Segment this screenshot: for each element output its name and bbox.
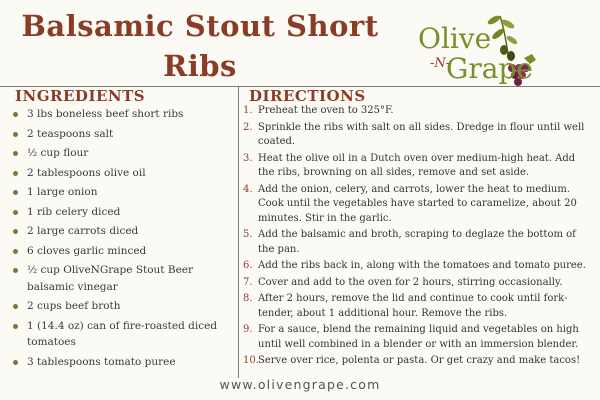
ingredient-item: 2 tablespoons olive oil: [10, 165, 235, 182]
bullet-icon: [13, 132, 18, 137]
logo-text-olive: Olive: [418, 22, 492, 55]
ingredient-item: 3 tablespoons tomato puree: [10, 354, 235, 371]
bullet-icon: [13, 304, 18, 309]
direction-step: 1. Preheat the oven to 325°F.: [243, 105, 394, 116]
bullet-icon: [13, 360, 18, 365]
ingredients-list: [10, 106, 235, 373]
ingredient-item: 3 lbs boneless beef short ribs: [10, 106, 235, 123]
direction-step: 5. Add the balsamic and broth, scraping to deglaze the bottom of the pan.: [243, 229, 576, 255]
ingredient-item: 1 large onion: [10, 184, 235, 201]
ingredient-item: 1 (14.4 oz) can of fire-roasted diced tomatoes: [10, 318, 235, 351]
direction-step: 9. For a sauce, blend the remaining liquid and vegetables on high until well combined in a blender or with an immersion blender.: [243, 324, 579, 350]
ingredient-item: ½ cup OliveNGrape Stout Beer balsamic vinegar: [10, 262, 235, 295]
direction-step: 10. Serve over rice, polenta or pasta. Or get crazy and make tacos!: [243, 355, 581, 366]
website-url[interactable]: www.olivengrape.com: [219, 377, 381, 392]
ingredient-item: 2 cups beef broth: [10, 298, 235, 315]
bullet-icon: [13, 112, 18, 117]
brand-logo: [408, 10, 558, 94]
ingredient-item: 6 cloves garlic minced: [10, 243, 235, 260]
bullet-icon: [13, 151, 18, 156]
direction-step: 4. Add the onion, celery, and carrots, lower the heat to medium. Cook until the vegetables have started to caramelize, about 20 minutes. Stir in the garlic.: [243, 183, 577, 224]
direction-step: 6. Add the ribs back in, along with the tomatoes and tomato puree.: [243, 260, 586, 271]
vertical-divider: [238, 86, 239, 378]
bullet-icon: [13, 171, 18, 176]
direction-step: 3. Heat the olive oil in a Dutch oven over medium-high heat. Add the ribs, browning on all sides, remove and set aside.: [243, 152, 576, 178]
direction-step: 7. Cover and add to the oven for 2 hours, stirring occasionally.: [243, 276, 563, 288]
bullet-icon: [13, 190, 18, 195]
bullet-icon: [13, 324, 18, 329]
directions-heading: DIRECTIONS: [249, 87, 366, 105]
ingredient-item: 1 rib celery diced: [10, 204, 235, 221]
direction-step: 8. After 2 hours, remove the lid and continue to cook until fork-tender, about 1 additional hour. Remove the ribs.: [243, 293, 568, 319]
directions-list: [243, 104, 593, 371]
ingredient-item: 2 teaspoons salt: [10, 126, 235, 143]
bullet-icon: [13, 249, 18, 254]
bullet-icon: [13, 268, 18, 273]
bullet-icon: [13, 229, 18, 234]
recipe-title: Balsamic Stout Short Ribs: [21, 9, 379, 83]
ingredient-item: 2 large carrots diced: [10, 223, 235, 240]
ingredients-heading: INGREDIENTS: [15, 87, 146, 105]
logo-text-n: -N-: [430, 56, 451, 71]
ingredient-item: ½ cup flour: [10, 145, 235, 162]
logo-text-grape: Grape: [446, 52, 533, 85]
direction-step: 2. Sprinkle the ribs with salt on all sides. Dredge in flour until well coated.: [243, 121, 585, 147]
bullet-icon: [13, 210, 18, 215]
